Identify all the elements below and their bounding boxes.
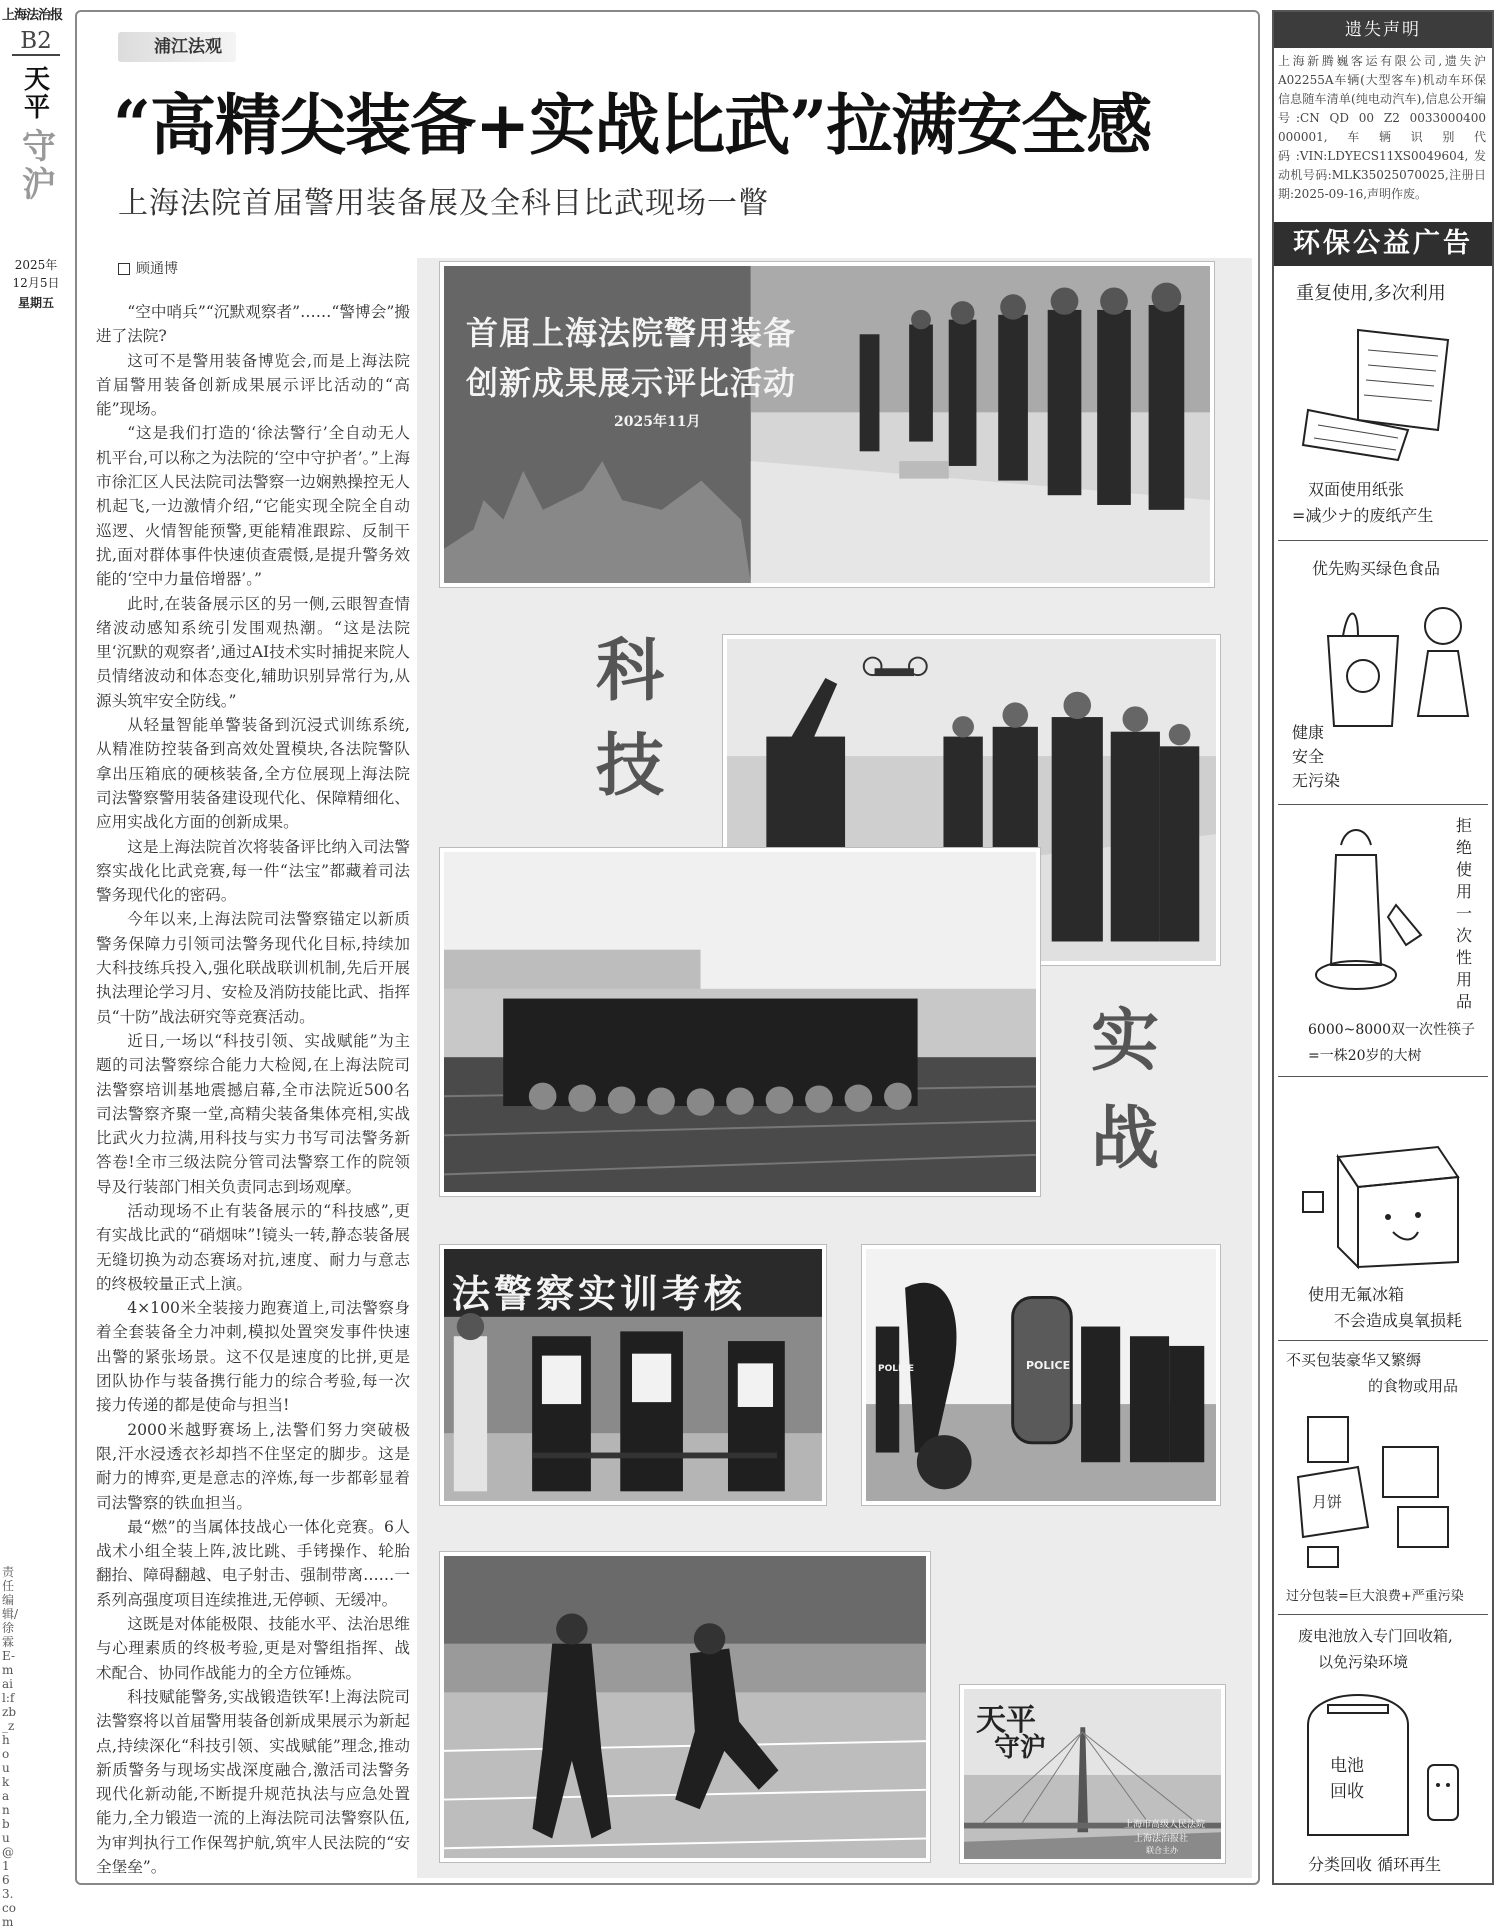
photo-shooting-exam xyxy=(440,1245,826,1505)
body-paragraph: 这既是对体能极限、技能水平、法治思维与心理素质的终极考验,更是对警组指挥、战术配合、协同作战能力的全方位锤炼。 xyxy=(96,1615,410,1682)
promo-footer-1: 上海市高级人民法院 xyxy=(1124,1820,1206,1830)
ad-caption-vertical: 拒绝使用一次性用品 xyxy=(1456,816,1473,1011)
ad-caption: 无污染 xyxy=(1292,771,1341,790)
responsible-editor: 责任编辑/徐霖 E-mail:fzb_zhoukanbu@163.com xyxy=(2,1565,19,1929)
ad-caption: 使用无氟冰箱 xyxy=(1308,1285,1405,1304)
body-paragraph: 近日,一场以“科技引领、实战赋能”为主题的司法警察综合能力大检阅,在上海法院司法警察培训基地震撼启幕,全市法院近500名司法警察齐聚一堂,高精尖装备集体亮相,实战比武火力拉满,用科技与实力书写司法警务新答卷!全市三级法院分管司法警察工作的院领导及行装部门相关负责同志到场观摩。 xyxy=(96,1031,410,1196)
ad-caption: 以免污染环境 xyxy=(1318,1653,1409,1671)
photo-relay-race xyxy=(440,1552,930,1862)
ad-caption: =一株20岁的大树 xyxy=(1308,1048,1422,1064)
ad-caption: 重复使用,多次利用 xyxy=(1296,283,1446,304)
body-paragraph: 2000米越野赛场上,法警们努力突破极限,汗水浸透衣衫却挡不住坚定的脚步。这是耐力的博弈,更是意志的淬炼,每一步都彰显着司法警察的铁血担当。 xyxy=(96,1420,410,1512)
body-paragraph: 这是上海法院首次将装备评比纳入司法警察实战化比武竞赛,每一件“法宝”都藏着司法警务现代化的密码。 xyxy=(96,837,410,905)
ad-caption: 过分包装=巨大浪费+严重污染 xyxy=(1286,1589,1464,1604)
banner-date: 2025年11月 xyxy=(614,414,701,430)
issue-date: 12月5日 xyxy=(12,276,60,290)
tree-stump-icon xyxy=(1296,825,1436,1005)
ad-caption: 6000~8000双一次性筷子 xyxy=(1308,1022,1475,1038)
police-label: POLICE xyxy=(878,1364,915,1374)
ad-caption: 安全 xyxy=(1292,747,1325,766)
body-paragraph: “空中哨兵”“沉默观察者”……“警博会”搬进了法院? xyxy=(96,303,410,346)
notice-title: 遗失声明 xyxy=(1274,12,1492,48)
section-tag: 浦江法观 xyxy=(118,32,236,62)
promo-title-bottom: 守沪 xyxy=(994,1733,1047,1763)
ad-panel-packaging xyxy=(1278,1340,1488,1612)
grocery-bag-icon xyxy=(1318,596,1478,746)
article-body xyxy=(96,300,410,1876)
ad-panel-disposable xyxy=(1278,804,1488,1074)
bin-label: 电池 xyxy=(1330,1756,1364,1776)
column-title-top: 天平 xyxy=(23,65,50,123)
box-label: 月饼 xyxy=(1312,1493,1343,1511)
notice-text: 上海新腾巍客运有限公司,遗失沪A02255A车辆(大型客车)机动车环保信息随车清单(纯电动汽车),信息公开编号:CN QD 00 Z2 0033000400 000001,车辆识别代码:VIN:LDYECS11XS0049604,发动机号码:MLK35025070025,注册日期:2025-09-16,声明作废。 xyxy=(1278,54,1486,201)
banner-line-2: 创新成果展示评比活动 xyxy=(466,364,797,402)
bin-label: 回收 xyxy=(1330,1782,1364,1802)
byline xyxy=(118,258,178,278)
subheadline: 上海法院首届警用装备展及全科目比武现场一瞥 xyxy=(118,186,769,221)
ad-caption: 废电池放入专门回收箱, xyxy=(1298,1627,1453,1645)
label-char-ji: 技 xyxy=(595,726,664,806)
training-banner: 法警察实训考核 xyxy=(452,1271,747,1316)
body-paragraph: 4×100米全装接力跑赛道上,司法警察身着全套装备全力冲刺,模拟处置突发事件快速出警的紧张场景。这不仅是速度的比拼,更是团队协作与装备携行能力的综合考验,每一次接力传递的都是使命与担当! xyxy=(96,1299,410,1415)
ad-caption: 健康 xyxy=(1292,723,1325,742)
body-paragraph: 科技赋能警务,实战锻造铁军!上海法院司法警察将以首届警用装备创新成果展示为新起点,持续深化“科技引领、实战赋能”理念,推动新质警务与现场实战深度融合,激活司法警务现代化新动能,不断提升规范执法与应急处置能力,全力锻造一流的上海法院司法警察队伍,为审判执行工作保驾护航,筑牢人民法院的“安全堡垒”。 xyxy=(96,1687,410,1876)
ad-panel-paper xyxy=(1278,270,1488,538)
fridge-icon xyxy=(1298,1137,1468,1277)
promo-box xyxy=(960,1685,1225,1863)
headline: “高精尖装备+实战比武”拉满安全感 xyxy=(113,86,1152,164)
paper-icon xyxy=(1298,320,1468,470)
photo-equipment-exhibition xyxy=(440,262,1214,587)
ad-caption: 优先购买绿色食品 xyxy=(1312,559,1441,578)
ad-panel-fridge xyxy=(1278,1076,1488,1338)
page-number: B2 xyxy=(12,28,60,56)
label-char-ke: 科 xyxy=(595,631,664,711)
banner-line-1: 首届上海法院警用装备 xyxy=(466,314,797,352)
ad-caption: 的食物或用品 xyxy=(1368,1377,1459,1395)
column-title-bottom: 守沪 xyxy=(22,127,56,205)
ad-caption: 不会造成臭氧损耗 xyxy=(1334,1311,1463,1330)
photo-shield-drill xyxy=(862,1245,1220,1505)
promo-footer-3: 联合主办 xyxy=(1146,1846,1178,1855)
battery-bin-icon xyxy=(1288,1685,1478,1845)
byline-author: 顾通博 xyxy=(136,261,178,277)
body-paragraph: 此时,在装备展示区的另一侧,云眼智查情绪波动感知系统引发围观热潮。“这是法院里‘沉默的观察者’,通过AI技术实时捕捉来院人员情绪波动和体态变化,辅助识别异常行为,从源头筑牢安全防线。” xyxy=(96,594,410,710)
shield-scene xyxy=(866,1249,1216,1501)
body-paragraph: 这可不是警用装备博览会,而是上海法院首届警用装备创新成果展示评比活动的“高能”现场。 xyxy=(96,351,410,419)
photo-police-formation xyxy=(440,848,1040,1196)
ad-panel-battery xyxy=(1278,1614,1488,1882)
police-label: POLICE xyxy=(1026,1359,1071,1372)
body-paragraph: 从轻量智能单警装备到沉浸式训练系统,从精准防控装备到高效处置模块,各法院警队拿出压箱底的硬核装备,全方位展现上海法院司法警察警用装备建设现代化、保障精细化、应用实战化方面的创新成果。 xyxy=(96,716,410,832)
promo-title-top: 天平 xyxy=(976,1703,1036,1738)
byline-box-icon xyxy=(118,263,130,275)
promo-footer-2: 上海法治报社 xyxy=(1134,1834,1189,1844)
body-paragraph: “这是我们打造的‘徐法警行’全自动无人机平台,可以称之为法院的‘空中守护者’。”上海市徐汇区人民法院司法警察一边娴熟操控无人机起飞,一边激情介绍,“它能实现全院全自动巡逻、火情智能预警,更能精准跟踪、反制干扰,面对群体事件快速侦查震慑,是提升警务效能的‘空中力量倍增器’。” xyxy=(96,424,410,589)
issue-year: 2025年 xyxy=(14,258,58,272)
paper-name: 上海法治报 xyxy=(2,8,63,23)
label-char-zhan: 战 xyxy=(1090,1099,1159,1179)
body-paragraph: 最“燃”的当属体技战心一体化竞赛。6人战术小组全装上阵,波比跳、手铐操作、轮胎翻抬、障碍翻越、电子射击、强制带离……一系列高强度项目连续推进,无停顿、无缓冲。 xyxy=(96,1517,410,1609)
body-paragraph: 今年以来,上海法院司法警察锚定以新质警务保障力引领司法警务现代化目标,持续加大科技练兵投入,强化联战联训机制,先后开展执法理论学习月、安检及消防技能比武、指挥员“十防”战法研究等竞赛活动。 xyxy=(96,910,410,1026)
body-paragraph: 活动现场不止有装备展示的“科技感”,更有实战比武的“硝烟味”!镜头一转,静态装备展无缝切换为动态赛场对抗,速度、耐力与意志的终极较量正式上演。 xyxy=(96,1201,410,1293)
relay-scene xyxy=(444,1556,926,1858)
ad-caption: 分类回收 循环再生 xyxy=(1308,1855,1442,1874)
ad-caption: 不买包装豪华又繁缛 xyxy=(1286,1351,1422,1369)
ad-caption: 双面使用纸张 xyxy=(1308,480,1405,499)
formation-scene xyxy=(444,852,1036,1192)
ad-caption: =减少ナ的废纸产生 xyxy=(1292,506,1434,525)
ad-panel-green-food xyxy=(1278,540,1488,802)
ad-title: 环保公益广告 xyxy=(1274,222,1492,266)
label-char-shi: 实 xyxy=(1090,1001,1159,1081)
issue-weekday: 星期五 xyxy=(17,296,54,310)
